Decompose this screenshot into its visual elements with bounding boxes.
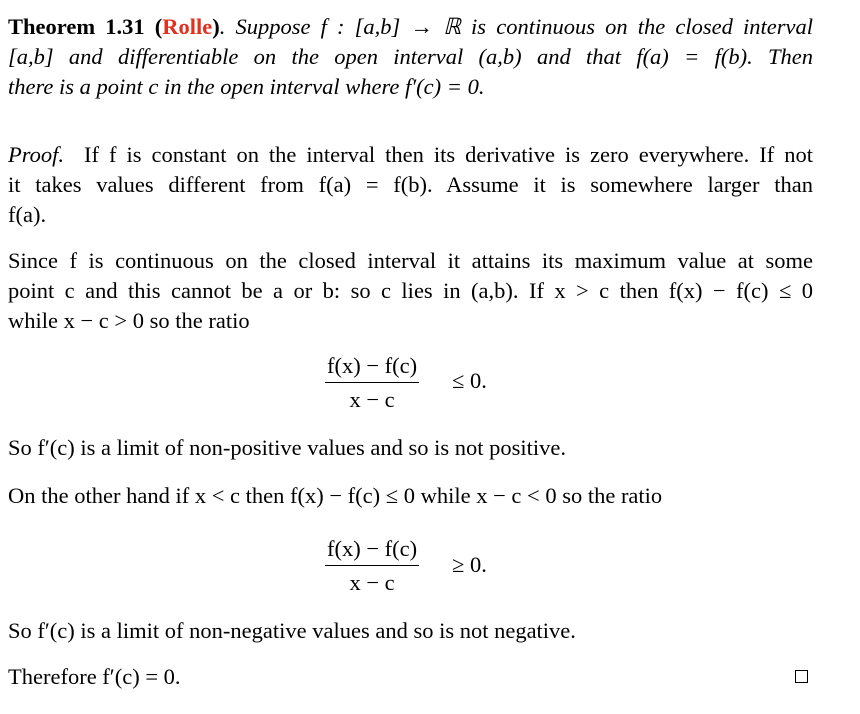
equation-2-denominator: x − c [349,570,395,595]
qed-square-icon [795,670,808,683]
proof-line-2: it takes values different from f(a) = f(b). Assume it is somewhere larger than [8,172,813,197]
equation-1-relation: ≤ 0. [452,368,487,393]
proof-line-6: while x − c > 0 so the ratio [8,308,250,333]
equation-1-numerator: f(x) − f(c) [325,352,419,383]
proof-line-7: So f′(c) is a limit of non-positive values and so is not positive. [8,435,566,460]
equation-2-relation: ≥ 0. [452,552,487,577]
proof-line-1 [8,140,813,170]
theorem-label: Theorem 1.31 [8,14,145,39]
proof-line-5: point c and this cannot be a or b: so c lies in (a,b). If x > c then f(x) − f(c) ≤ 0 [8,278,813,303]
theorem-line-1: Theorem 1.31 (Rolle). Suppose f : [a,b] → ℝ is continuous on the closed interval [8,14,813,39]
proof-line-8: On the other hand if x < c then f(x) − f(c) ≤ 0 while x − c < 0 so the ratio [8,483,663,508]
proof-line-4: Since f is continuous on the closed interval it attains its maximum value at some [8,248,813,273]
equation-2-numerator: f(x) − f(c) [325,535,419,566]
proof-line-9: So f′(c) is a limit of non-negative values and so is not negative. [8,618,576,643]
equation-2-fraction [325,535,419,598]
theorem-line-2: [a,b] and differentiable on the open interval (a,b) and that f(a) = f(b). Then [8,44,813,69]
theorem-name[interactable]: Rolle [162,14,213,39]
proof-line-10: Therefore f′(c) = 0. [8,664,181,689]
proof-label: Proof. [8,142,65,167]
proof-text-1: If f is constant on the interval then its derivative is zero everywhere. If not [84,142,813,167]
theorem-text-1: . Suppose f : [a,b] → ℝ is continuous on the closed interval [219,14,813,39]
equation-1-fraction [325,352,419,415]
theorem-line-3: there is a point c in the open interval where f′(c) = 0. [8,74,485,99]
proof-line-3: f(a). [8,202,47,227]
equation-1-denominator: x − c [349,387,395,412]
